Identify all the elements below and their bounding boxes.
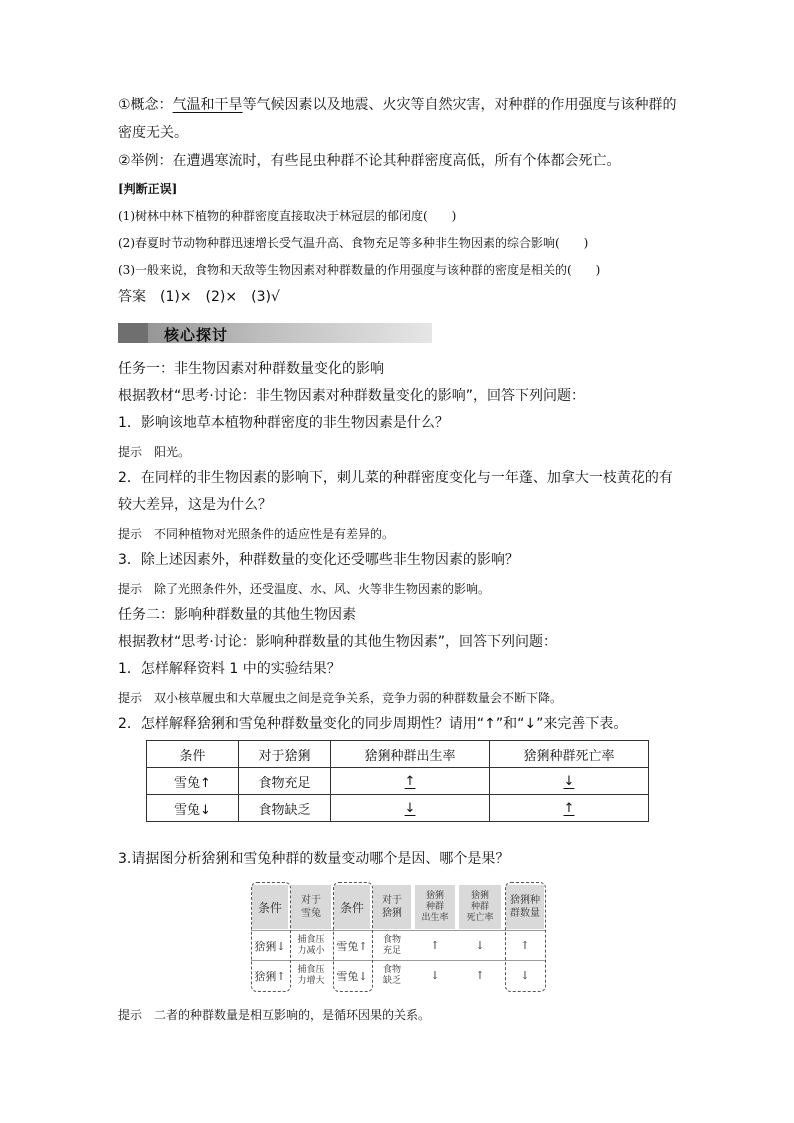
birth-rate-answer: ↓ <box>404 800 416 816</box>
fig-text: 捕食压 <box>297 934 325 945</box>
section-header <box>118 323 432 343</box>
concept-prefix: ①概念： <box>118 97 173 113</box>
fig-text: 捕食压 <box>297 964 325 975</box>
table-cell <box>331 795 490 822</box>
fig-text: 猞猁 <box>470 890 489 901</box>
fig-header-condition-2: 条件 <box>334 885 370 929</box>
fig-divider <box>251 960 545 961</box>
concept-underlined: 气温和干旱 <box>172 97 243 113</box>
fig-dashed-box-condition <box>251 882 291 992</box>
table-cell: 食物缺乏 <box>239 795 331 822</box>
concept-line-2: 密度无关。 <box>118 125 188 141</box>
fig-text: 对于 <box>382 895 402 906</box>
task1-intro: 根据教材“思考·讨论：非生物因素对种群数量变化的影响”，回答下列问题： <box>118 388 585 404</box>
table-cell: 雪兔↓ <box>147 795 239 822</box>
table-header-cell: 猞猁种群死亡率 <box>490 741 649 768</box>
fig-r2-hare: 雪兔↓ <box>336 969 368 983</box>
fig-header-for-hare <box>291 885 331 929</box>
fig-r1-death: ↓ <box>475 939 485 952</box>
table-cell <box>331 768 490 795</box>
task2-hint-1: 提示 双小核草履虫和大草履虫之间是竞争关系，竞争力弱的种群数量会不断下降。 <box>118 691 563 705</box>
judge-item-2: (2)春夏时节动物种群迅速增长受气温升高、食物充足等多种非生物因素的综合影响( ) <box>118 236 589 250</box>
fig-text: 食物 <box>382 934 401 945</box>
section-title: 核心探讨 <box>164 326 229 344</box>
section-header-accent <box>118 323 148 343</box>
table-header-cell: 对于猞猁 <box>239 741 331 768</box>
table-row <box>147 795 649 822</box>
fig-text: 力减小 <box>297 945 325 956</box>
fig-text: 种群 <box>425 901 444 912</box>
fig-text: 死亡率 <box>466 912 494 923</box>
task1-title: 任务一：非生物因素对种群数量变化的影响 <box>118 361 384 377</box>
lynx-hare-table <box>146 740 649 822</box>
task1-hint-3: 提示 除了光照条件外，还受温度、水、风、火等非生物因素的影响。 <box>118 582 491 596</box>
concept-line-1 <box>118 96 677 114</box>
fig-text: 猞猁 <box>425 890 444 901</box>
fig-text: 猞猁种 <box>510 895 540 906</box>
task2-intro: 根据教材“思考·讨论：影响种群数量的其他生物因素”，回答下列问题： <box>118 634 557 650</box>
table-cell: 雪兔↑ <box>147 768 239 795</box>
example-text: ②举例：在遭遇寒流时，有些昆虫种群不论其种群密度高低，所有个体都会死亡。 <box>118 153 621 169</box>
task2-question-2: 2．怎样解释猞猁和雪兔种群数量变化的同步周期性？请用“↑”和“↓”来完善下表。 <box>118 716 628 732</box>
fig-divider <box>251 930 545 931</box>
fig-text: 种群 <box>470 901 489 912</box>
table-header-cell: 猞猁种群出生率 <box>331 741 490 768</box>
task2-hint-3: 提示 二者的种群数量是相互影响的，是循环因果的关系。 <box>118 1008 431 1022</box>
table-header-row <box>147 741 649 768</box>
task2-title: 任务二：影响种群数量的其他生物因素 <box>118 607 356 623</box>
table-cell: 食物充足 <box>239 768 331 795</box>
birth-rate-answer: ↑ <box>404 773 416 789</box>
task1-question-3: 3．除上述因素外，种群数量的变化还受哪些非生物因素的影响？ <box>118 552 519 568</box>
fig-text: 食物 <box>382 964 401 975</box>
judge-item-1: (1)树林中林下植物的种群密度直接取决于林冠层的郁闭度( ) <box>118 209 457 223</box>
table-row <box>147 768 649 795</box>
table-cell <box>490 768 649 795</box>
table-cell <box>490 795 649 822</box>
fig-r1-birth: ↑ <box>430 939 440 952</box>
task1-question-1: 1．影响该地草本植物种群密度的非生物因素是什么？ <box>118 415 449 431</box>
task2-question-3: 3.请据图分析猞猁和雪兔种群的数量变动哪个是因、哪个是果？ <box>118 851 510 867</box>
fig-text: 群数量 <box>510 908 540 919</box>
fig-r2-food <box>373 962 411 989</box>
fig-r1-condition: 猞猁↓ <box>254 939 286 953</box>
fig-r2-effect <box>291 962 331 989</box>
death-rate-answer: ↓ <box>563 773 575 789</box>
fig-header-for-lynx <box>373 885 411 929</box>
task1-hint-1: 提示 阳光。 <box>118 445 191 459</box>
fig-text: 雪兔 <box>301 908 321 919</box>
causal-figure <box>251 882 545 992</box>
fig-text: 缺乏 <box>382 975 401 986</box>
table-header-cell: 条件 <box>147 741 239 768</box>
fig-header-death-rate <box>459 885 501 929</box>
fig-r1-count: ↑ <box>520 939 530 952</box>
fig-text: 猞猁 <box>382 908 402 919</box>
fig-text: 力增大 <box>297 975 325 986</box>
fig-dashed-box-count <box>505 882 546 992</box>
fig-r1-food <box>373 932 411 959</box>
fig-header-condition: 条件 <box>252 885 288 929</box>
judge-item-3: (3)一般来说，食物和天敌等生物因素对种群数量的作用强度与该种群的密度是相关的( ) <box>118 263 601 277</box>
fig-r2-death: ↑ <box>475 969 485 982</box>
fig-header-birth-rate <box>415 885 455 929</box>
fig-dashed-box-hare <box>333 882 373 992</box>
task2-question-1: 1．怎样解释资料 1 中的实验结果？ <box>118 661 341 677</box>
fig-r2-birth: ↓ <box>430 969 440 982</box>
fig-r1-hare: 雪兔↑ <box>336 939 368 953</box>
judge-title: [判断正误] <box>118 182 178 196</box>
task1-hint-2: 提示 不同种植物对光照条件的适应性是有差异的。 <box>118 527 395 541</box>
death-rate-answer: ↑ <box>563 800 575 816</box>
fig-r1-effect <box>291 932 331 959</box>
fig-text: 充足 <box>382 945 401 956</box>
judge-answer: 答案 (1)× (2)× (3)√ <box>118 289 280 305</box>
task1-question-2: 2．在同样的非生物因素的影响下，刺儿菜的种群密度变化与一年蓬、加拿大一枝黄花的有较大差异，这是为什么？ <box>118 470 673 513</box>
concept-text: 等气候因素以及地震、火灾等自然灾害，对种群的作用强度与该种群的 <box>242 97 677 113</box>
fig-r2-condition: 猞猁↑ <box>254 969 286 983</box>
fig-text: 对于 <box>301 895 321 906</box>
fig-r2-count: ↓ <box>520 969 530 982</box>
fig-text: 出生率 <box>421 912 449 923</box>
